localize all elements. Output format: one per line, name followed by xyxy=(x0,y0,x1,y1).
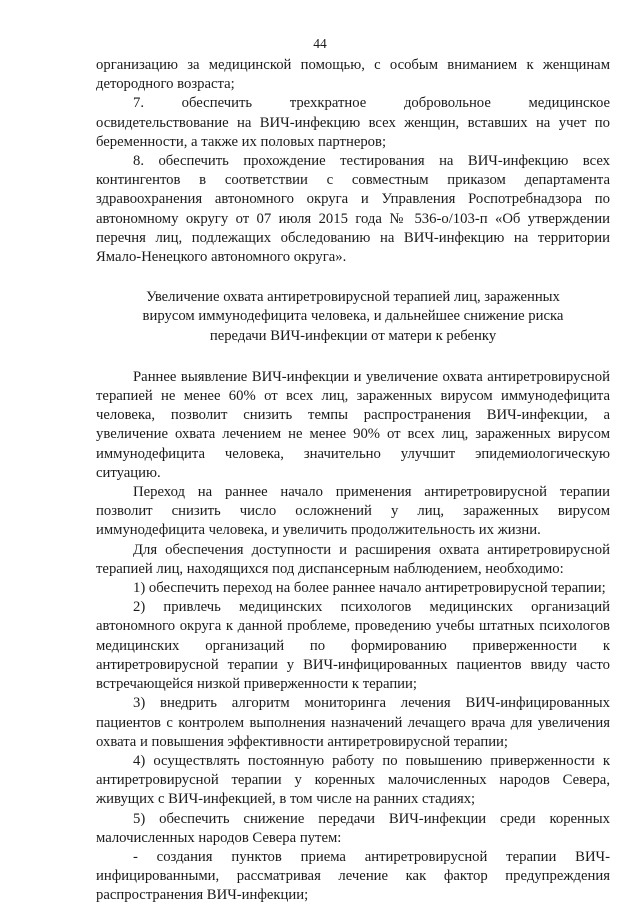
measure-item-5: 5) обеспечить снижение передачи ВИЧ-инфекции среди коренных малочисленных народов Севера путем: xyxy=(96,810,610,846)
section-heading-line: вирусом иммунодефицита человека, и дальнейшее снижение риска xyxy=(142,308,564,325)
measure-item-1: 1) обеспечить переход на более раннее начало антиретровирусной терапии; xyxy=(133,580,606,597)
measure-subitem: - создания пунктов приема антиретровирусной терапии ВИЧ-инфицированными, рассматривая лечение как фактор предупреждения распространения ВИЧ-инфекции; xyxy=(96,848,610,904)
section-heading-line: передачи ВИЧ-инфекции от матери к ребенку xyxy=(209,327,497,344)
document-body xyxy=(96,56,610,906)
measure-item-3: 3) внедрить алгоритм мониторинга лечения ВИЧ-инфицированных пациентов с контролем выполнения назначений лечащего врача для увеличения охвата и повышения эффективности антиретровирусной терапии; xyxy=(96,695,610,750)
measure-item-2: 2) привлечь медицинских психологов медицинских организаций автономного округа к данной проблеме, проведению учебы штатных психологов медицинских организаций по формированию приверженности к антиретровирусной терапии у ВИЧ-инфицированных пациентов ввиду часто встречающейся низкой приверженности к терапии; xyxy=(96,599,610,693)
paragraph-early-detection: Раннее выявление ВИЧ-инфекции и увеличение охвата антиретровирусной терапией не менее 60% от всех лиц, зараженных вирусом иммунодефицита человека, позволит снизить темпы распространения ВИЧ-инфекции, а увеличение охвата лечением не менее 90% от всех лиц, зараженных вирусом иммунодефицита человека, значительно улучшит эпидемиологическую ситуацию. xyxy=(96,368,610,481)
section-heading xyxy=(96,288,610,346)
paragraph-early-therapy: Переход на раннее начало применения антиретровирусной терапии позволит снизить число осложнений у лиц, зараженных вирусом иммунодефицита человека, и увеличить продолжительность их жизни. xyxy=(96,484,610,539)
list-item-7: 7. обеспечить трехкратное добровольное медицинское освидетельствование на ВИЧ-инфекцию всех женщин, вставших на учет по беременности, а также их половых партнеров; xyxy=(96,95,610,150)
paragraph-measures-intro: Для обеспечения доступности и расширения охвата антиретровирусной терапией лиц, находящихся под диспансерным наблюдением, необходимо: xyxy=(96,541,610,577)
page-number: 44 xyxy=(313,36,327,51)
list-item-8: 8. обеспечить прохождение тестирования на ВИЧ-инфекцию всех контингентов в соответствии с совместным приказом департамента здравоохранения автономного округа и Управления Роспотребнадзора по автономному округу от 07 июля 2015 года № 536-о/103-п «Об утверждении перечня лиц, подлежащих обследованию на ВИЧ-инфекцию на территории Ямало-Ненецкого автономного округа». xyxy=(96,153,610,266)
section-heading-line: Увеличение охвата антиретровирусной терапией лиц, зараженных xyxy=(146,289,560,306)
measure-item-4: 4) осуществлять постоянную работу по повышению приверженности к антиретровирусной терапии у коренных малочисленных народов Севера, живущих с ВИЧ-инфекцией, в том числе на ранних стадиях; xyxy=(96,752,610,808)
paragraph-continuation: организацию за медицинской помощью, с особым вниманием к женщинам детородного возраста; xyxy=(96,57,610,93)
